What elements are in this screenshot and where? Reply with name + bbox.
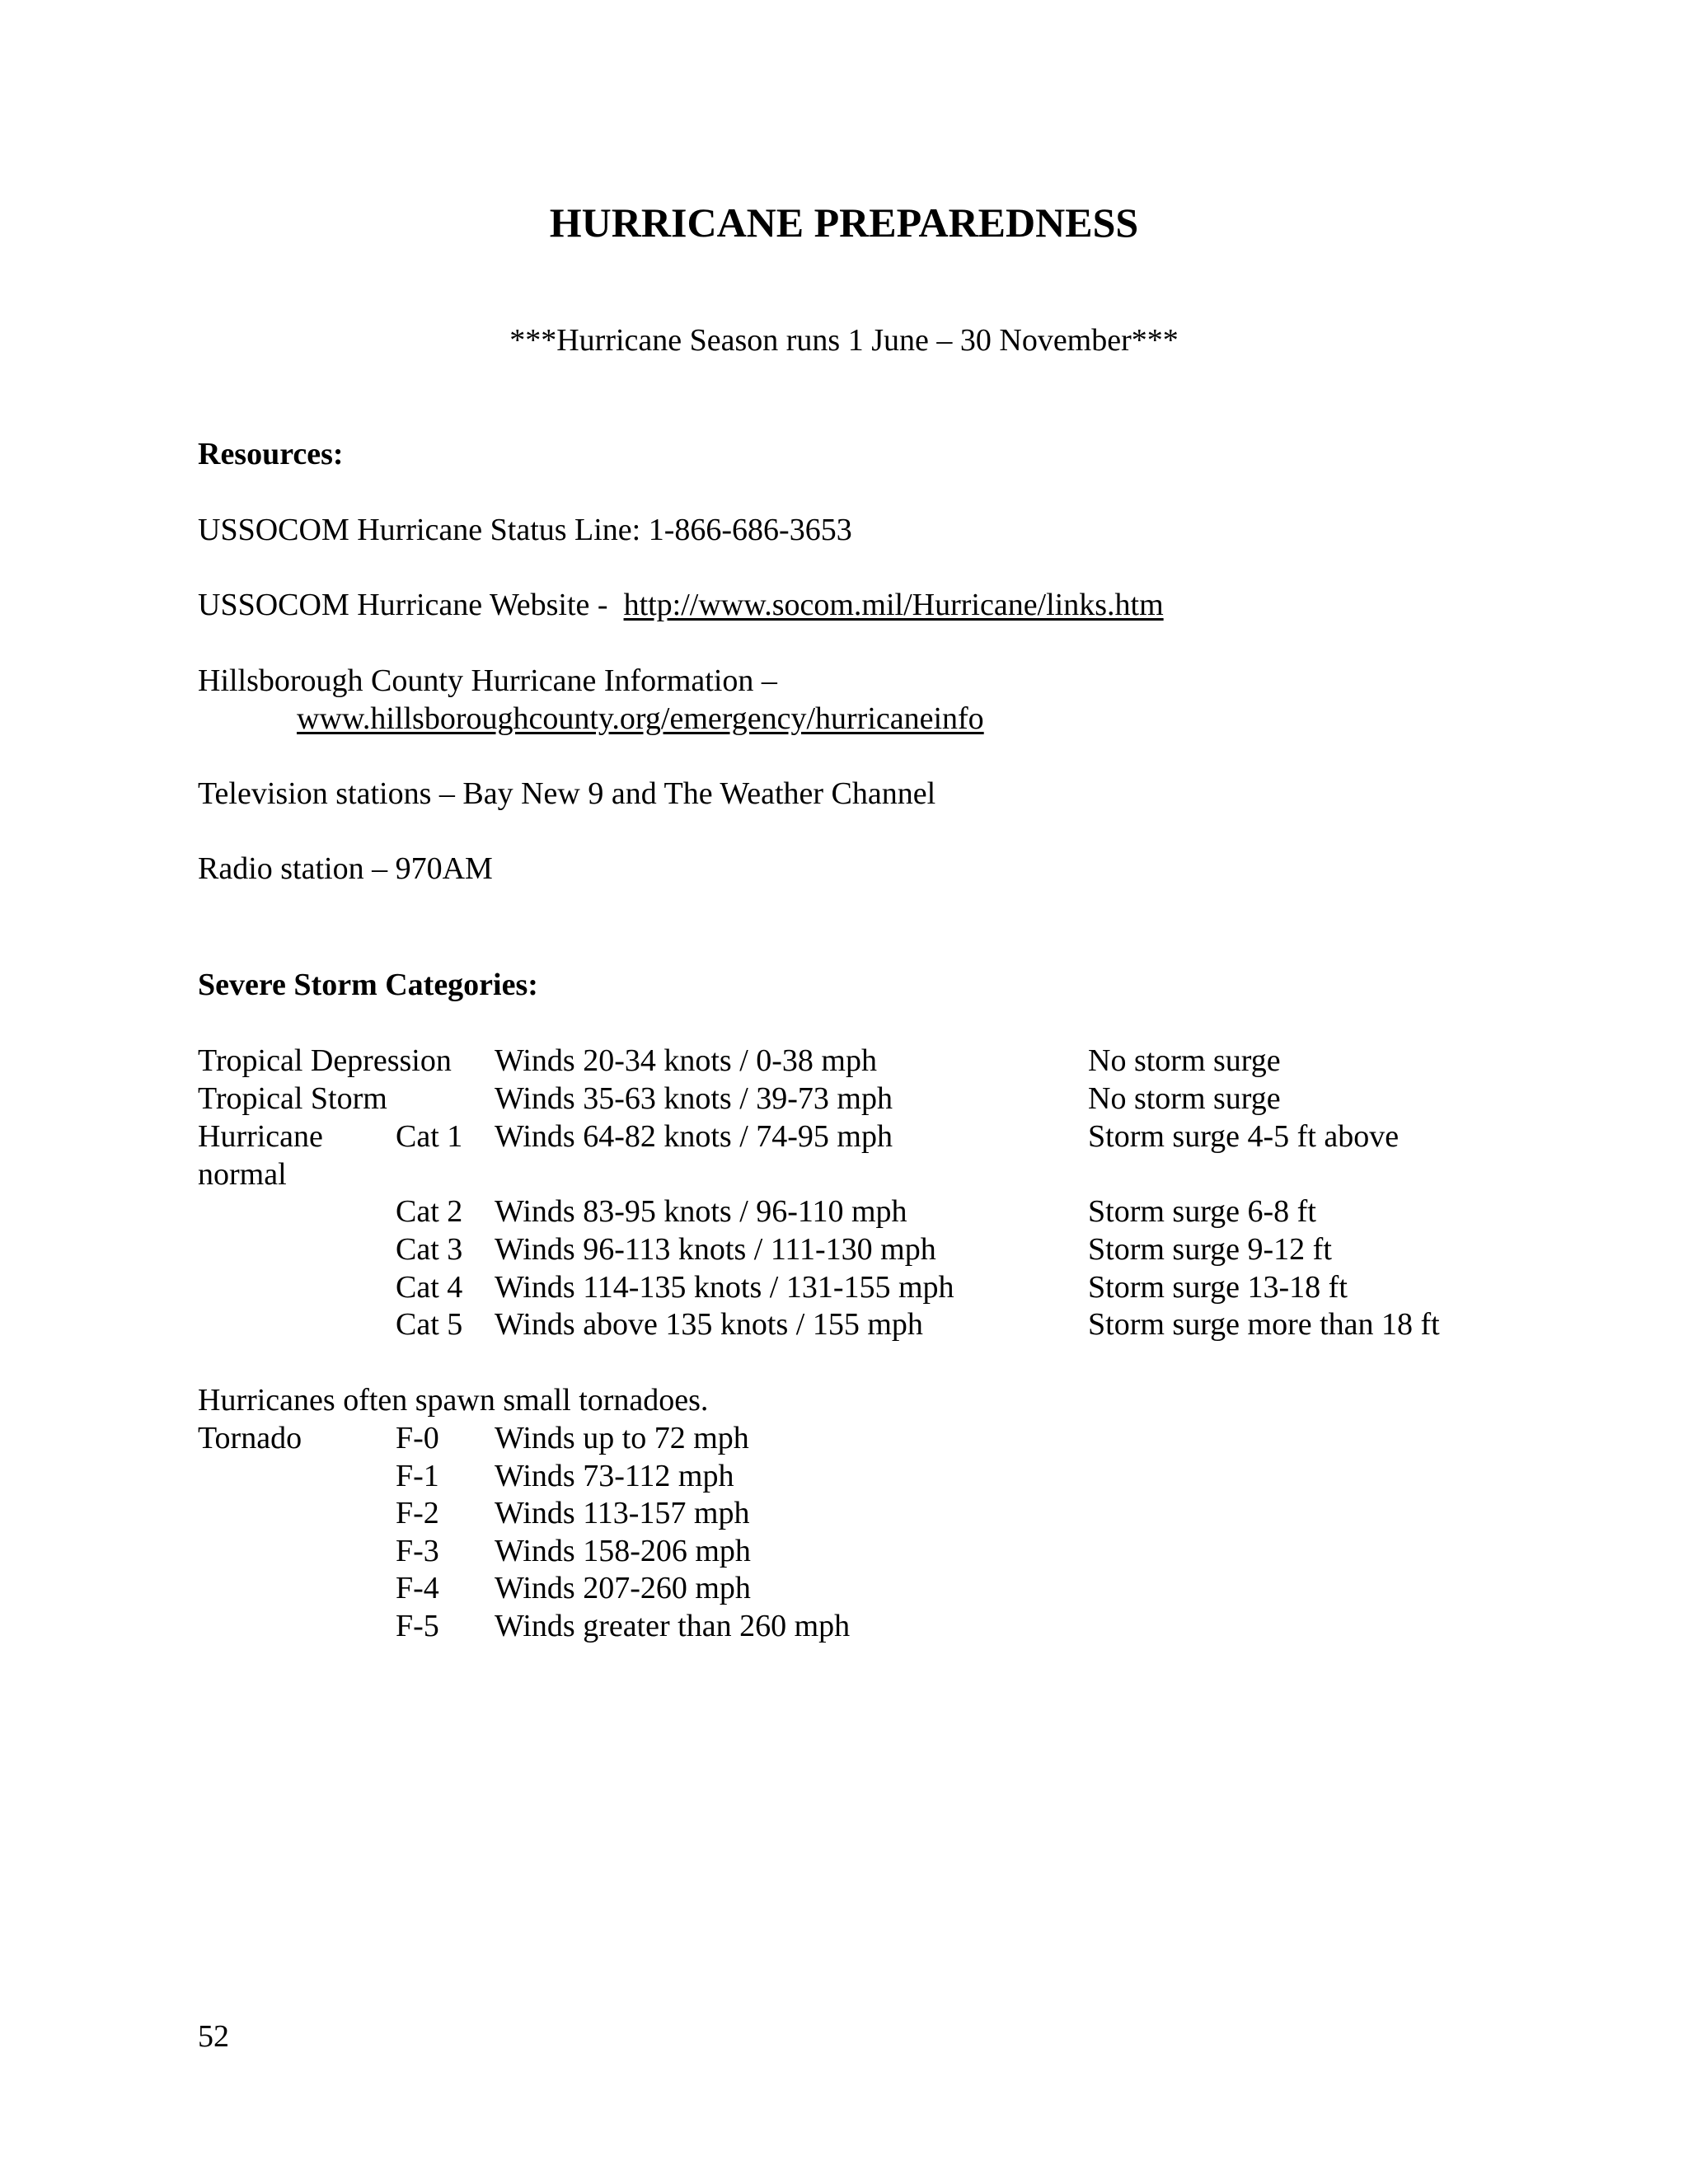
tornado-winds: Winds 113-157 mph: [495, 1496, 750, 1530]
page-title: HURRICANE PREPAREDNESS: [549, 199, 1139, 246]
tornado-scale: F-3: [396, 1534, 439, 1568]
storm-winds: Winds 83-95 knots / 96-110 mph: [495, 1194, 907, 1229]
season-note: ***Hurricane Season runs 1 June – 30 November***: [509, 323, 1179, 358]
storm-winds: Winds 114-135 knots / 131-155 mph: [495, 1270, 954, 1305]
tornado-winds: Winds 73-112 mph: [495, 1459, 734, 1493]
storm-type: Tropical Storm: [198, 1081, 387, 1116]
storm-category: Cat 4: [396, 1270, 463, 1305]
website-line: [198, 586, 1164, 624]
tornado-winds: Winds 207-260 mph: [495, 1571, 751, 1605]
storm-winds: Winds 64-82 knots / 74-95 mph: [495, 1119, 893, 1154]
storm-surge: Storm surge 4-5 ft above: [1088, 1119, 1400, 1154]
storm-category: Cat 3: [396, 1232, 463, 1267]
tornado-winds: Winds 158-206 mph: [495, 1534, 751, 1568]
page-number: 52: [198, 2019, 229, 2054]
storm-type: Hurricane: [198, 1119, 323, 1154]
county-link-line: [297, 700, 984, 738]
website-label: USSOCOM Hurricane Website -: [198, 588, 608, 622]
storm-winds: Winds 35-63 knots / 39-73 mph: [495, 1081, 893, 1116]
storm-surge: No storm surge: [1088, 1081, 1281, 1116]
tornado-type: Tornado: [198, 1421, 302, 1455]
storm-category: Cat 5: [396, 1307, 463, 1342]
storm-type: Tropical Depression: [198, 1043, 452, 1078]
television-text: Television stations – Bay New 9 and The Weather Channel: [198, 776, 936, 811]
tornado-winds: Winds up to 72 mph: [495, 1421, 749, 1455]
tornado-scale: F-5: [396, 1609, 439, 1643]
tornado-scale: F-1: [396, 1459, 439, 1493]
county-link[interactable]: www.hillsboroughcounty.org/emergency/hurricaneinfo: [297, 701, 984, 736]
website-link[interactable]: http://www.socom.mil/Hurricane/links.htm: [623, 588, 1164, 622]
radio-text: Radio station – 970AM: [198, 851, 493, 886]
tornado-scale: F-0: [396, 1421, 439, 1455]
storm-surge: Storm surge 6-8 ft: [1088, 1194, 1316, 1229]
tornado-winds: Winds greater than 260 mph: [495, 1609, 851, 1643]
county-label: Hillsborough County Hurricane Information –: [198, 663, 777, 698]
storm-surge: Storm surge 9-12 ft: [1088, 1232, 1332, 1267]
status-line-text: USSOCOM Hurricane Status Line: 1-866-686-3653: [198, 513, 852, 547]
tornado-scale: F-2: [396, 1496, 439, 1530]
storm-winds: Winds 20-34 knots / 0-38 mph: [495, 1043, 877, 1078]
storm-categories-heading: Severe Storm Categories:: [198, 968, 538, 1002]
storm-winds: Winds above 135 knots / 155 mph: [495, 1307, 923, 1342]
storm-type-wrap: normal: [198, 1157, 287, 1192]
storm-surge: No storm surge: [1088, 1043, 1281, 1078]
tornado-intro: Hurricanes often spawn small tornadoes.: [198, 1383, 709, 1418]
storm-surge: Storm surge 13-18 ft: [1088, 1270, 1348, 1305]
storm-surge: Storm surge more than 18 ft: [1088, 1307, 1440, 1342]
storm-category: Cat 2: [396, 1194, 463, 1229]
resources-heading: Resources:: [198, 437, 344, 471]
tornado-scale: F-4: [396, 1571, 439, 1605]
storm-winds: Winds 96-113 knots / 111-130 mph: [495, 1232, 936, 1267]
storm-category: Cat 1: [396, 1119, 463, 1154]
